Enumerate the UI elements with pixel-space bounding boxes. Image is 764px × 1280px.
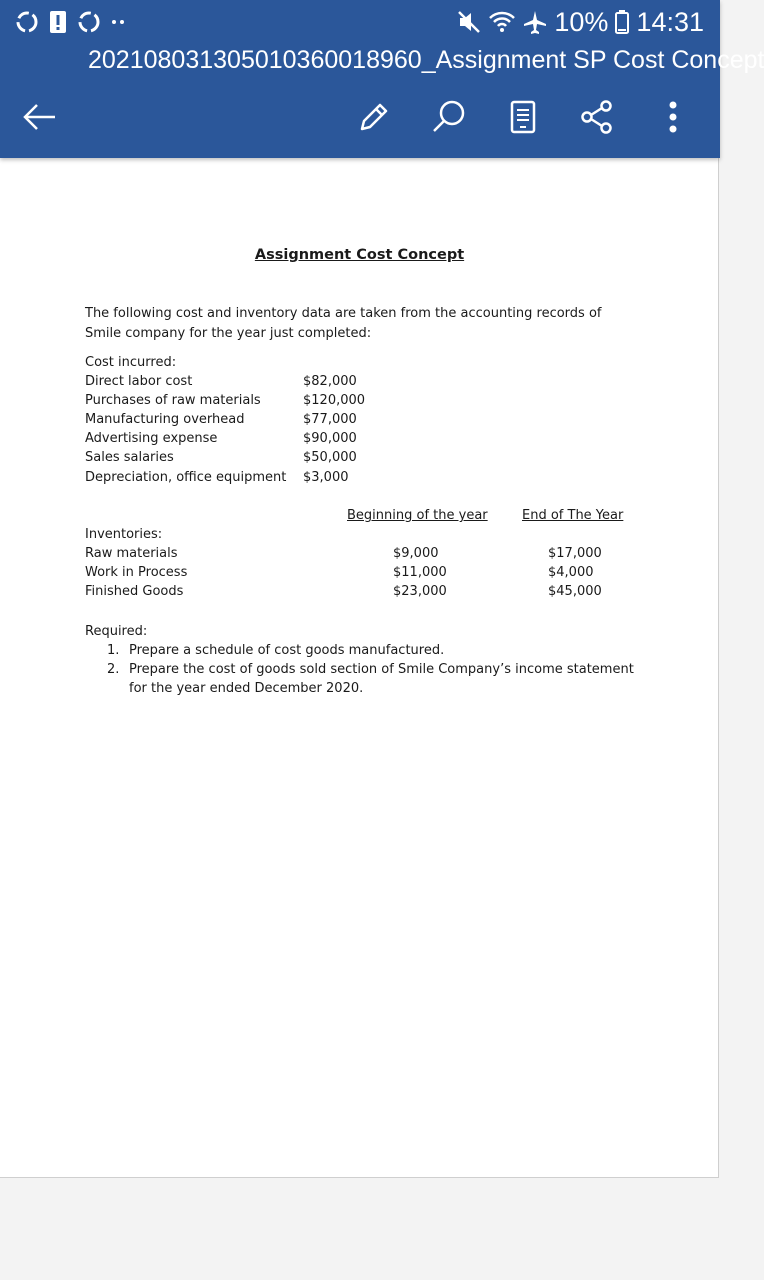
dots-icon (110, 17, 126, 27)
search-button[interactable] (424, 92, 474, 142)
status-right (456, 6, 704, 38)
list-item (107, 660, 647, 698)
list-text: Prepare a schedule of cost goods manufactured. (129, 643, 445, 658)
list-item (107, 641, 647, 660)
cost-value: $77,000 (303, 412, 357, 427)
document-page (0, 158, 719, 1178)
cost-value: $3,000 (303, 470, 349, 485)
cost-label: Depreciation, office equipment (85, 470, 287, 485)
inventory-label: Raw materials (85, 546, 178, 561)
cost-value: $50,000 (303, 450, 357, 465)
mute-icon (456, 9, 482, 35)
reading-mode-icon (508, 99, 538, 135)
search-icon (430, 98, 468, 136)
inventories-label: Inventories: (85, 527, 163, 542)
required-label: Required: (85, 624, 148, 639)
edit-button[interactable] (349, 92, 399, 142)
back-arrow-icon (22, 102, 58, 132)
cost-label: Purchases of raw materials (85, 393, 261, 408)
more-options-button[interactable] (648, 92, 698, 142)
beginning-year-header: Beginning of the year (347, 508, 488, 523)
inventory-end: $4,000 (548, 565, 594, 580)
inventory-beginning: $23,000 (393, 584, 447, 599)
list-text: Prepare the cost of goods sold section of Smile Company’s income statement for the year ended December 2020. (129, 662, 634, 696)
share-icon (579, 99, 615, 135)
inventory-label: Finished Goods (85, 584, 184, 599)
reading-mode-button[interactable] (498, 92, 548, 142)
battery-icon (614, 9, 630, 35)
document-title: 20210803130501036001896​0_Assignment SP Cost Concept (88, 46, 764, 74)
sync-icon (14, 9, 40, 35)
more-vert-icon (668, 100, 678, 134)
inventory-end: $45,000 (548, 584, 602, 599)
cost-label: Manufacturing overhead (85, 412, 245, 427)
alert-icon (48, 9, 68, 35)
cost-label: Sales salaries (85, 450, 174, 465)
cost-value: $90,000 (303, 431, 357, 446)
battery-percent: 10% (554, 6, 609, 37)
required-list (107, 641, 647, 698)
airplane-icon (522, 9, 548, 35)
cost-value: $120,000 (303, 393, 366, 408)
end-year-header: End of The Year (522, 508, 624, 523)
inventory-beginning: $11,000 (393, 565, 447, 580)
status-left-icons (14, 8, 126, 36)
cost-incurred-label: Cost incurred: (85, 355, 177, 370)
edit-pencil-icon (356, 99, 392, 135)
inventory-label: Work in Process (85, 565, 188, 580)
inventory-end: $17,000 (548, 546, 602, 561)
clock: 14:31 (636, 6, 704, 37)
intro-paragraph: The following cost and inventory data are taken from the accounting records of Smile company for the year just completed: (85, 306, 602, 341)
cost-label: Advertising expense (85, 431, 218, 446)
inventory-beginning: $9,000 (393, 546, 439, 561)
cost-label: Direct labor cost (85, 374, 193, 389)
list-number: 2. (107, 662, 120, 677)
sync-icon-2 (76, 9, 102, 35)
list-number: 1. (107, 643, 120, 658)
back-button[interactable] (15, 92, 65, 142)
share-button[interactable] (572, 92, 622, 142)
document-heading: Assignment Cost Concept (254, 247, 465, 263)
app-bar (0, 0, 764, 158)
wifi-icon (488, 10, 516, 34)
cost-value: $82,000 (303, 374, 357, 389)
